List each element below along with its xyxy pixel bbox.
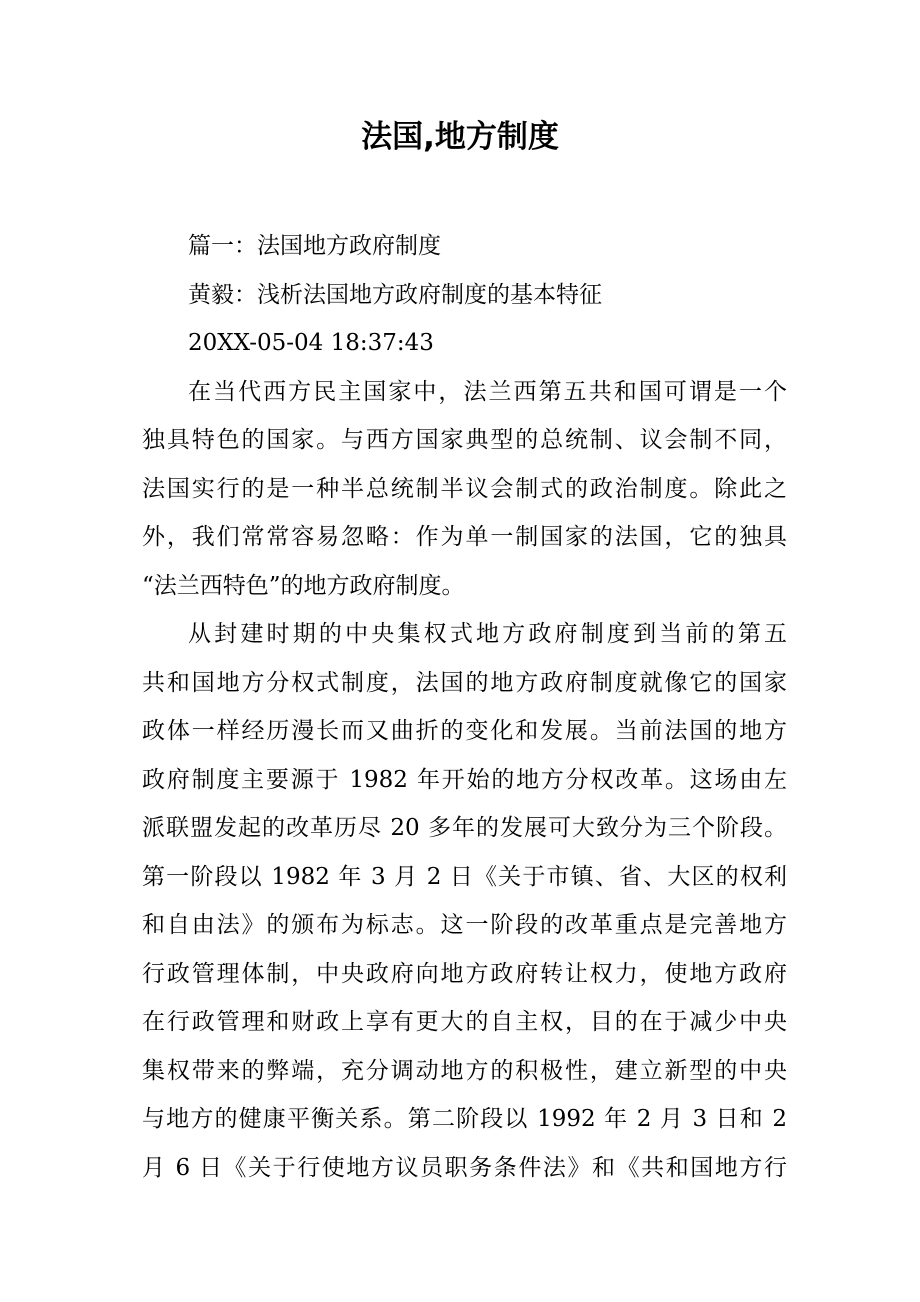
paragraph2-line: 在行政管理和财政上享有更大的自主权，目的在于减少中央 [142, 1009, 787, 1035]
paragraph1-line: 法国实行的是一种半总统制半议会制式的政治制度。除此之 [142, 475, 787, 502]
paragraph2-line: 和自由法》的颁布为标志。这一阶段的改革重点是完善地方 [142, 912, 787, 938]
header-line-timestamp: 20XX-05-04 18:37:43 [188, 330, 434, 356]
paragraph2-line: 政府制度主要源于 1982 年开始的地方分权改革。这场由左 [142, 766, 787, 793]
paragraph2-line: 与地方的健康平衡关系。第二阶段以 1992 年 2 月 3 日和 2 [142, 1106, 787, 1132]
paragraph2-line: 月 6 日《关于行使地方议员职务条件法》和《共和国地方行 [142, 1154, 787, 1181]
document-body [142, 222, 787, 1192]
paragraph1-line: 独具特色的国家。与西方国家典型的总统制、议会制不同， [142, 427, 787, 453]
paragraph2-line: 共和国地方分权式制度，法国的地方政府制度就像它的国家 [142, 669, 787, 696]
paragraph2-line: 派联盟发起的改革历尽 20 多年的发展可大致分为三个阶段。 [142, 815, 787, 841]
paragraph2-line: 集权带来的弊端，充分调动地方的积极性，建立新型的中央 [142, 1057, 787, 1084]
header-line-author-title: 黄毅：浅析法国地方政府制度的基本特征 [188, 281, 602, 308]
paragraph1-line: 外，我们常常容易忽略：作为单一制国家的法国，它的独具 [142, 524, 787, 550]
paragraph1-line: “法兰西特色”的地方政府制度。 [142, 572, 465, 599]
paragraph2-line: 从封建时期的中央集权式地方政府制度到当前的第五 [188, 621, 787, 647]
document-title: 法国,地方制度 [361, 119, 559, 155]
paragraph1-line: 在当代西方民主国家中，法兰西第五共和国可谓是一个 [188, 378, 787, 405]
paragraph2-line: 第一阶段以 1982 年 3 月 2 日《关于市镇、省、大区的权利 [142, 863, 787, 890]
header-line-article-title: 篇一：法国地方政府制度 [188, 233, 441, 259]
paragraph2-line: 行政管理体制，中央政府向地方政府转让权力，使地方政府 [142, 960, 787, 987]
paragraph2-line: 政体一样经历漫长而又曲折的变化和发展。当前法国的地方 [142, 718, 787, 744]
